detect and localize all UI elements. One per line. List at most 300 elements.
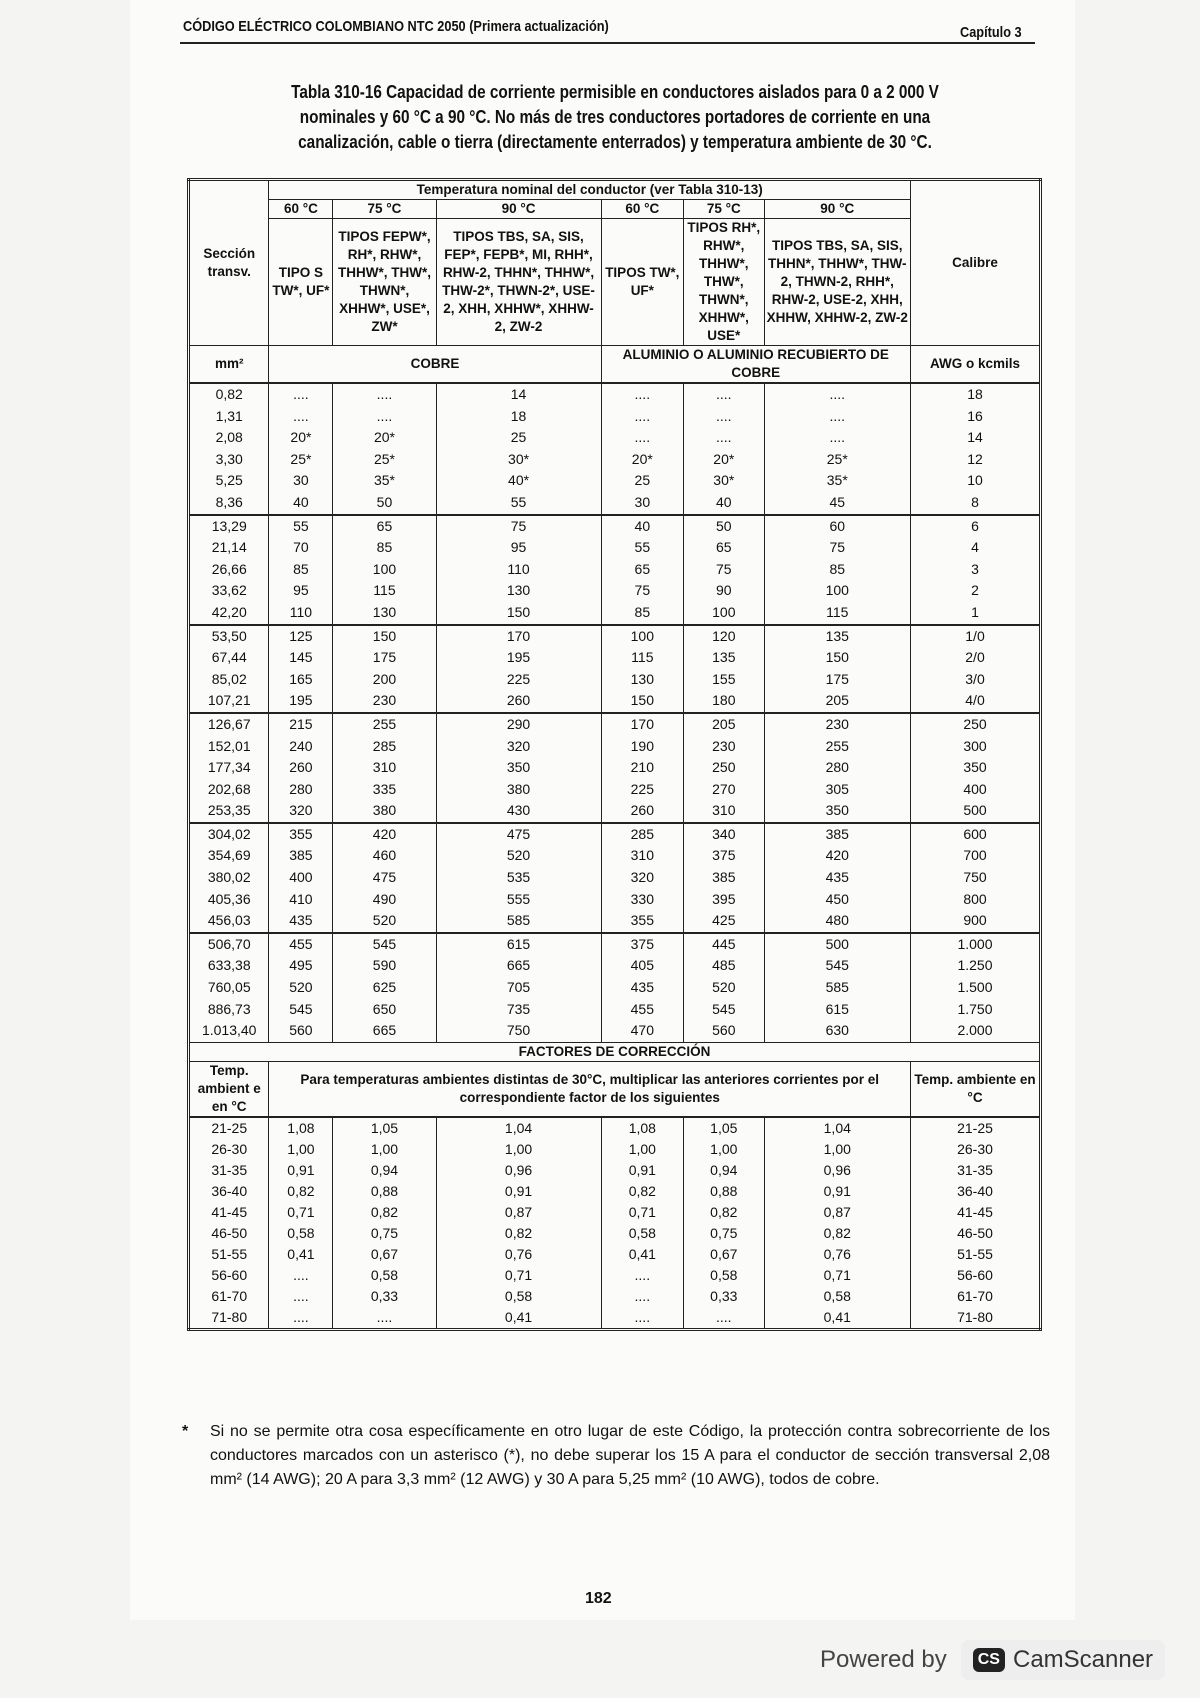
- factor-row: [189, 1286, 1041, 1307]
- factor-cell: 0,58: [436, 1286, 601, 1307]
- factor-cell: 36-40: [911, 1181, 1041, 1202]
- table-cell: 25*: [269, 449, 333, 471]
- table-cell: 100: [684, 602, 764, 625]
- table-cell: 115: [601, 647, 684, 669]
- table-cell: 560: [684, 1020, 764, 1042]
- aluminum-header: ALUMINIO O ALUMINIO RECUBIERTO DE COBRE: [601, 346, 910, 384]
- table-row: [189, 383, 1041, 406]
- table-cell: 300: [911, 736, 1041, 758]
- factor-cell: 0,82: [601, 1181, 684, 1202]
- table-cell: 2,08: [189, 427, 269, 449]
- factor-cell: 56-60: [911, 1265, 1041, 1286]
- table-cell: 405: [601, 955, 684, 977]
- factor-row: [189, 1117, 1041, 1139]
- factor-cell: 26-30: [911, 1139, 1041, 1160]
- table-cell: 60: [764, 515, 910, 538]
- table-cell: ....: [684, 383, 764, 406]
- table-cell: 30: [601, 492, 684, 515]
- factor-row: [189, 1307, 1041, 1330]
- table-cell: 53,50: [189, 625, 269, 648]
- table-cell: 750: [911, 867, 1041, 889]
- temp-rating-5: 90 °C: [764, 200, 910, 219]
- table-cell: 545: [764, 955, 910, 977]
- mm2-header: mm²: [189, 346, 269, 384]
- table-cell: 55: [436, 492, 601, 515]
- table-row: [189, 910, 1041, 933]
- table-row: [189, 823, 1041, 846]
- table-cell: 585: [436, 910, 601, 933]
- table-cell: ....: [269, 383, 333, 406]
- table-cell: ....: [764, 427, 910, 449]
- table-cell: 310: [684, 800, 764, 823]
- factor-cell: 1,05: [684, 1117, 764, 1139]
- section-header: Sección transv.: [189, 180, 269, 346]
- factor-cell: 0,94: [684, 1160, 764, 1181]
- table-cell: 175: [764, 669, 910, 691]
- table-cell: 650: [333, 999, 436, 1021]
- table-cell: 490: [333, 889, 436, 911]
- factor-cell: 61-70: [189, 1286, 269, 1307]
- table-cell: 150: [333, 625, 436, 648]
- table-cell: 200: [333, 669, 436, 691]
- factor-cell: 0,71: [436, 1265, 601, 1286]
- table-cell: 125: [269, 625, 333, 648]
- temp-rating-3: 60 °C: [601, 200, 684, 219]
- table-cell: 705: [436, 977, 601, 999]
- factor-cell: 1,00: [436, 1139, 601, 1160]
- copper-header: COBRE: [269, 346, 601, 384]
- table-cell: 145: [269, 647, 333, 669]
- table-cell: 600: [911, 823, 1041, 846]
- table-cell: 175: [333, 647, 436, 669]
- table-cell: 230: [684, 736, 764, 758]
- table-cell: 30*: [684, 470, 764, 492]
- table-cell: 1: [911, 602, 1041, 625]
- table-cell: 14: [436, 383, 601, 406]
- table-cell: 16: [911, 406, 1041, 428]
- table-cell: 85: [269, 559, 333, 581]
- table-cell: 560: [269, 1020, 333, 1042]
- table-cell: 305: [764, 779, 910, 801]
- table-cell: ....: [684, 427, 764, 449]
- table-cell: 42,20: [189, 602, 269, 625]
- table-cell: 260: [601, 800, 684, 823]
- table-cell: 30*: [436, 449, 601, 471]
- correction-instruction: Para temperaturas ambientes distintas de 30°C, multiplicar las anteriores corrientes por el correspondiente factor de los siguientes: [269, 1061, 911, 1117]
- table-cell: 420: [764, 845, 910, 867]
- temp-rating-0: 60 °C: [269, 200, 333, 219]
- factor-cell: 0,91: [436, 1181, 601, 1202]
- table-cell: 500: [764, 933, 910, 956]
- conductor-types-1: TIPOS FEPW*, RH*, RHW*, THHW*, THW*, THWN*, XHHW*, USE*, ZW*: [333, 219, 436, 346]
- table-cell: ....: [764, 406, 910, 428]
- table-cell: 495: [269, 955, 333, 977]
- factor-cell: 0,88: [333, 1181, 436, 1202]
- camscanner-badge: [961, 1640, 1165, 1680]
- table-cell: 285: [333, 736, 436, 758]
- table-cell: 520: [684, 977, 764, 999]
- factor-cell: 46-50: [911, 1223, 1041, 1244]
- table-cell: 250: [684, 757, 764, 779]
- table-row: [189, 779, 1041, 801]
- powered-by-label: Powered by: [820, 1646, 947, 1673]
- camscanner-logo-icon: CS: [973, 1648, 1005, 1672]
- ambient-temp-header-right: Temp. ambiente en °C: [911, 1061, 1041, 1117]
- table-row: [189, 955, 1041, 977]
- table-cell: 240: [269, 736, 333, 758]
- table-cell: 85: [601, 602, 684, 625]
- table-cell: 150: [436, 602, 601, 625]
- table-cell: 255: [333, 713, 436, 736]
- table-cell: 25: [601, 470, 684, 492]
- factor-cell: 31-35: [911, 1160, 1041, 1181]
- table-cell: 520: [269, 977, 333, 999]
- table-cell: 475: [436, 823, 601, 846]
- table-cell: ....: [601, 383, 684, 406]
- table-cell: 120: [684, 625, 764, 648]
- table-cell: 18: [911, 383, 1041, 406]
- table-cell: 40: [601, 515, 684, 538]
- table-cell: 4/0: [911, 690, 1041, 713]
- temp-rating-4: 75 °C: [684, 200, 764, 219]
- table-cell: 85: [333, 537, 436, 559]
- footnote-mark: *: [182, 1423, 189, 1440]
- table-cell: 900: [911, 910, 1041, 933]
- table-cell: 210: [601, 757, 684, 779]
- table-cell: 25*: [333, 449, 436, 471]
- table-cell: 545: [269, 999, 333, 1021]
- factor-cell: 0,87: [764, 1202, 910, 1223]
- table-cell: 585: [764, 977, 910, 999]
- factor-cell: 1,00: [764, 1139, 910, 1160]
- table-cell: 85: [764, 559, 910, 581]
- table-cell: 205: [684, 713, 764, 736]
- table-cell: 1,31: [189, 406, 269, 428]
- table-cell: 67,44: [189, 647, 269, 669]
- table-cell: 35*: [764, 470, 910, 492]
- calibre-header: Calibre: [911, 180, 1041, 346]
- table-cell: 25*: [764, 449, 910, 471]
- table-cell: 215: [269, 713, 333, 736]
- factor-row: [189, 1139, 1041, 1160]
- factor-cell: 51-55: [911, 1244, 1041, 1265]
- table-row: [189, 580, 1041, 602]
- table-cell: ....: [684, 406, 764, 428]
- factor-cell: ....: [601, 1286, 684, 1307]
- table-cell: 1.250: [911, 955, 1041, 977]
- table-cell: 380: [436, 779, 601, 801]
- table-cell: 100: [601, 625, 684, 648]
- table-cell: 5,25: [189, 470, 269, 492]
- factor-cell: 0,91: [764, 1181, 910, 1202]
- table-cell: 435: [764, 867, 910, 889]
- table-cell: 750: [436, 1020, 601, 1042]
- table-cell: 50: [333, 492, 436, 515]
- table-cell: 485: [684, 955, 764, 977]
- table-cell: 1.500: [911, 977, 1041, 999]
- table-cell: 735: [436, 999, 601, 1021]
- factor-cell: 0,82: [684, 1202, 764, 1223]
- table-cell: 195: [269, 690, 333, 713]
- temp-rating-2: 90 °C: [436, 200, 601, 219]
- correction-factors-title: FACTORES DE CORRECCIÓN: [189, 1042, 1041, 1061]
- camscanner-brand: CamScanner: [1012, 1646, 1154, 1673]
- factor-cell: 0,58: [269, 1223, 333, 1244]
- table-cell: 202,68: [189, 779, 269, 801]
- table-cell: 75: [764, 537, 910, 559]
- table-cell: 25: [436, 427, 601, 449]
- factor-cell: 56-60: [189, 1265, 269, 1286]
- table-cell: 285: [601, 823, 684, 846]
- factor-cell: 0,82: [269, 1181, 333, 1202]
- factor-cell: ....: [269, 1307, 333, 1330]
- table-cell: 150: [764, 647, 910, 669]
- table-cell: 625: [333, 977, 436, 999]
- factor-cell: 1,00: [333, 1139, 436, 1160]
- table-cell: 107,21: [189, 690, 269, 713]
- table-cell: 100: [333, 559, 436, 581]
- table-cell: 35*: [333, 470, 436, 492]
- table-cell: 430: [436, 800, 601, 823]
- table-cell: 152,01: [189, 736, 269, 758]
- table-cell: 304,02: [189, 823, 269, 846]
- table-row: [189, 449, 1041, 471]
- table-row: [189, 647, 1041, 669]
- table-cell: 85,02: [189, 669, 269, 691]
- table-cell: 520: [436, 845, 601, 867]
- table-cell: 20*: [269, 427, 333, 449]
- table-cell: 425: [684, 910, 764, 933]
- table-cell: 3,30: [189, 449, 269, 471]
- factor-cell: 0,91: [269, 1160, 333, 1181]
- table-cell: 555: [436, 889, 601, 911]
- factor-cell: ....: [269, 1286, 333, 1307]
- factor-row: [189, 1181, 1041, 1202]
- factor-row: [189, 1244, 1041, 1265]
- factor-cell: 41-45: [189, 1202, 269, 1223]
- table-cell: 615: [436, 933, 601, 956]
- factor-cell: 1,08: [269, 1117, 333, 1139]
- table-cell: 75: [684, 559, 764, 581]
- table-cell: 355: [601, 910, 684, 933]
- table-cell: 130: [333, 602, 436, 625]
- table-cell: 290: [436, 713, 601, 736]
- table-cell: 2.000: [911, 1020, 1041, 1042]
- table-cell: 225: [601, 779, 684, 801]
- table-cell: 615: [764, 999, 910, 1021]
- footnote-text: Si no se permite otra cosa específicamente en otro lugar de este Código, la protección contra sobrecorriente de los conductores marcados con un asterisco (*), no debe superar los 15 A para el conductor de sección transversal 2,08 mm² (14 AWG); 20 A para 3,3 mm² (12 AWG) y 30 A para 5,25 mm² (10 AWG), todos de cobre.: [210, 1423, 1050, 1488]
- table-cell: 700: [911, 845, 1041, 867]
- table-row: [189, 492, 1041, 515]
- factor-cell: 1,04: [436, 1117, 601, 1139]
- factor-cell: 0,33: [333, 1286, 436, 1307]
- chapter-label: Capítulo 3: [960, 24, 1022, 41]
- table-cell: 385: [269, 845, 333, 867]
- ampacity-table: [187, 178, 1042, 1331]
- table-cell: 350: [436, 757, 601, 779]
- table-cell: 410: [269, 889, 333, 911]
- factor-row: [189, 1160, 1041, 1181]
- table-cell: 3: [911, 559, 1041, 581]
- page-number: 182: [585, 1590, 612, 1607]
- conductor-types-3: TIPOS TW*, UF*: [601, 219, 684, 346]
- temp-rating-1: 75 °C: [333, 200, 436, 219]
- table-cell: 375: [684, 845, 764, 867]
- table-cell: 150: [601, 690, 684, 713]
- table-row: [189, 800, 1041, 823]
- factor-cell: 0,67: [333, 1244, 436, 1265]
- table-cell: 130: [436, 580, 601, 602]
- table-cell: 1.750: [911, 999, 1041, 1021]
- table-cell: 8,36: [189, 492, 269, 515]
- table-row: [189, 757, 1041, 779]
- table-cell: 800: [911, 889, 1041, 911]
- table-cell: 545: [684, 999, 764, 1021]
- table-cell: 435: [269, 910, 333, 933]
- table-cell: 130: [601, 669, 684, 691]
- factor-cell: 0,71: [601, 1202, 684, 1223]
- table-cell: 456,03: [189, 910, 269, 933]
- table-cell: 3/0: [911, 669, 1041, 691]
- table-cell: 21,14: [189, 537, 269, 559]
- table-cell: 195: [436, 647, 601, 669]
- table-cell: 40: [269, 492, 333, 515]
- table-cell: 760,05: [189, 977, 269, 999]
- table-cell: 115: [333, 580, 436, 602]
- factor-cell: ....: [684, 1307, 764, 1330]
- table-cell: 260: [436, 690, 601, 713]
- table-cell: 320: [601, 867, 684, 889]
- factor-cell: 71-80: [911, 1307, 1041, 1330]
- table-cell: 1/0: [911, 625, 1041, 648]
- table-cell: ....: [269, 406, 333, 428]
- factor-cell: 0,41: [436, 1307, 601, 1330]
- table-cell: 475: [333, 867, 436, 889]
- table-cell: 55: [601, 537, 684, 559]
- table-cell: 13,29: [189, 515, 269, 538]
- factor-cell: 1,05: [333, 1117, 436, 1139]
- factor-cell: 0,58: [684, 1265, 764, 1286]
- table-cell: 253,35: [189, 800, 269, 823]
- table-cell: 270: [684, 779, 764, 801]
- table-row: [189, 537, 1041, 559]
- table-row: [189, 669, 1041, 691]
- table-cell: 545: [333, 933, 436, 956]
- table-cell: 250: [911, 713, 1041, 736]
- table-row: [189, 999, 1041, 1021]
- table-cell: 400: [269, 867, 333, 889]
- factor-cell: ....: [601, 1265, 684, 1286]
- table-cell: 6: [911, 515, 1041, 538]
- table-cell: ....: [333, 383, 436, 406]
- table-cell: 535: [436, 867, 601, 889]
- table-cell: 180: [684, 690, 764, 713]
- factor-cell: 0,75: [684, 1223, 764, 1244]
- table-cell: 380: [333, 800, 436, 823]
- factor-cell: 0,41: [601, 1244, 684, 1265]
- table-cell: 90: [684, 580, 764, 602]
- table-cell: 65: [333, 515, 436, 538]
- table-cell: 630: [764, 1020, 910, 1042]
- table-cell: 350: [764, 800, 910, 823]
- table-cell: 385: [764, 823, 910, 846]
- table-cell: 355: [269, 823, 333, 846]
- factor-cell: 0,33: [684, 1286, 764, 1307]
- table-cell: 380,02: [189, 867, 269, 889]
- factor-cell: 1,00: [684, 1139, 764, 1160]
- table-cell: 320: [436, 736, 601, 758]
- table-cell: 590: [333, 955, 436, 977]
- conductor-types-2: TIPOS TBS, SA, SIS, FEP*, FEPB*, MI, RHH*, RHW-2, THHN*, THHW*, THW-2*, THWN-2*, USE-2, XHH, XHHW*, XHHW-2, ZW-2: [436, 219, 601, 346]
- table-cell: 310: [333, 757, 436, 779]
- table-cell: 280: [269, 779, 333, 801]
- ambient-temp-header: Temp. ambient e en °C: [189, 1061, 269, 1117]
- factor-cell: 0,76: [764, 1244, 910, 1265]
- table-cell: 506,70: [189, 933, 269, 956]
- factor-row: [189, 1202, 1041, 1223]
- table-cell: 260: [269, 757, 333, 779]
- table-cell: 95: [269, 580, 333, 602]
- header-rule: [180, 42, 1035, 44]
- table-cell: 665: [333, 1020, 436, 1042]
- table-cell: 2: [911, 580, 1041, 602]
- table-cell: 405,36: [189, 889, 269, 911]
- factor-cell: ....: [601, 1307, 684, 1330]
- table-cell: 320: [269, 800, 333, 823]
- table-cell: 354,69: [189, 845, 269, 867]
- factor-cell: 0,96: [764, 1160, 910, 1181]
- table-cell: 170: [601, 713, 684, 736]
- factor-cell: 36-40: [189, 1181, 269, 1202]
- table-cell: 126,67: [189, 713, 269, 736]
- table-cell: 100: [764, 580, 910, 602]
- table-cell: 40: [684, 492, 764, 515]
- table-cell: 230: [333, 690, 436, 713]
- factor-cell: ....: [333, 1307, 436, 1330]
- table-cell: 14: [911, 427, 1041, 449]
- conductor-types-0: TIPO S TW*, UF*: [269, 219, 333, 346]
- table-cell: 12: [911, 449, 1041, 471]
- factor-row: [189, 1223, 1041, 1244]
- factor-cell: 0,75: [333, 1223, 436, 1244]
- table-row: [189, 713, 1041, 736]
- table-row: [189, 625, 1041, 648]
- factor-cell: 0,71: [269, 1202, 333, 1223]
- factor-cell: 0,82: [436, 1223, 601, 1244]
- table-cell: 470: [601, 1020, 684, 1042]
- table-cell: 135: [764, 625, 910, 648]
- table-cell: 1.013,40: [189, 1020, 269, 1042]
- table-cell: 115: [764, 602, 910, 625]
- factor-cell: 1,04: [764, 1117, 910, 1139]
- table-cell: 135: [684, 647, 764, 669]
- factor-cell: 0,91: [601, 1160, 684, 1181]
- table-cell: 375: [601, 933, 684, 956]
- table-cell: 110: [269, 602, 333, 625]
- table-cell: 520: [333, 910, 436, 933]
- table-cell: 18: [436, 406, 601, 428]
- table-cell: 110: [436, 559, 601, 581]
- conductor-types-5: TIPOS TBS, SA, SIS, THHN*, THHW*, THW-2, THWN-2, RHH*, RHW-2, USE-2, XHH, XHHW, XHHW-2, ZW-2: [764, 219, 910, 346]
- table-cell: ....: [601, 427, 684, 449]
- table-cell: 460: [333, 845, 436, 867]
- factor-cell: 0,82: [764, 1223, 910, 1244]
- table-row: [189, 470, 1041, 492]
- table-cell: ....: [601, 406, 684, 428]
- table-cell: 55: [269, 515, 333, 538]
- table-cell: 455: [269, 933, 333, 956]
- table-cell: 10: [911, 470, 1041, 492]
